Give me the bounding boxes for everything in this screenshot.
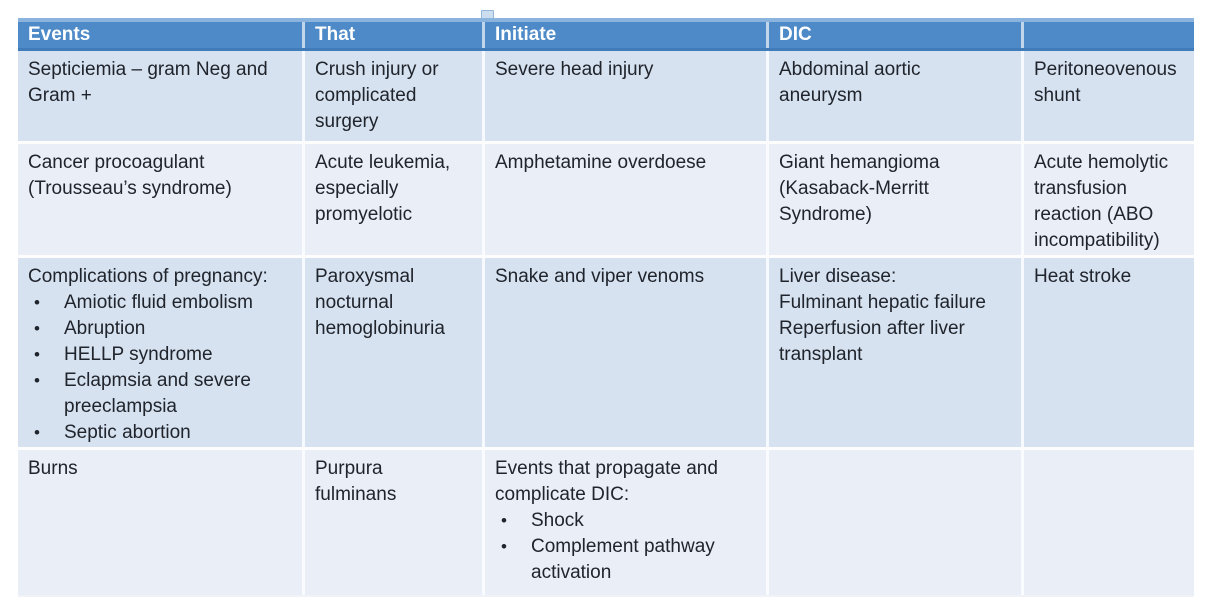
header-cell-events: Events — [18, 22, 305, 48]
cell-text: Reperfusion after liver transplant — [779, 318, 965, 365]
table-row — [18, 255, 1194, 447]
table-cell — [18, 450, 305, 595]
cell-text: (Kasaback-Merritt — [779, 178, 929, 199]
cell-text: fulminans — [315, 484, 397, 505]
cell-text: Severe head injury — [495, 59, 654, 80]
cell-text: transfusion — [1034, 178, 1127, 199]
cell-text: Liver disease: — [779, 266, 897, 287]
cell-text: surgery — [315, 111, 379, 132]
cell-text: Snake and viper venoms — [495, 266, 705, 287]
table-body — [18, 51, 1194, 597]
bullet-icon: • — [501, 511, 507, 530]
bullet-item — [28, 368, 292, 420]
table-header-row — [18, 18, 1194, 51]
bullet-icon: • — [501, 537, 507, 556]
table-cell — [485, 144, 769, 255]
cell-text: Cancer procoagulant — [28, 152, 205, 173]
cell-text: incompatibility) — [1034, 230, 1160, 251]
bullet-icon: • — [34, 319, 40, 338]
table-cell — [1024, 258, 1194, 447]
table-cell — [305, 450, 485, 595]
cell-text: Complications of pregnancy: — [28, 266, 268, 287]
bullet-icon: • — [34, 293, 40, 312]
bullet-item — [28, 342, 292, 368]
bullet-item — [28, 420, 292, 446]
cell-text: Peritoneovenous — [1034, 59, 1177, 80]
cell-text: Syndrome) — [779, 204, 872, 225]
table-cell — [18, 258, 305, 447]
cell-text: reaction (ABO — [1034, 204, 1154, 225]
bullet-text: Complement pathway activation — [531, 536, 715, 583]
table-cell — [1024, 51, 1194, 141]
table-cell — [305, 144, 485, 255]
table-cell — [769, 144, 1024, 255]
cell-text: Gram + — [28, 85, 92, 106]
bullet-item — [28, 316, 292, 342]
cell-text: Burns — [28, 458, 78, 479]
dic-events-table — [18, 18, 1194, 597]
header-cell-that: That — [305, 22, 485, 48]
bullet-icon: • — [34, 345, 40, 364]
bullet-text: Abruption — [64, 318, 146, 339]
table-row — [18, 141, 1194, 255]
table-cell — [18, 51, 305, 141]
cell-text: Heat stroke — [1034, 266, 1132, 287]
table-cell — [769, 51, 1024, 141]
bullet-text: Eclapmsia and severe preeclampsia — [64, 370, 251, 417]
header-cell-initiate: Initiate — [485, 22, 769, 48]
table-cell — [18, 144, 305, 255]
cell-text: promyelotic — [315, 204, 413, 225]
cell-text: (Trousseau’s syndrome) — [28, 178, 232, 199]
cell-text: Purpura — [315, 458, 383, 479]
cell-text: Septiciemia – gram Neg and — [28, 59, 268, 80]
cell-text: shunt — [1034, 85, 1081, 106]
table-cell — [485, 258, 769, 447]
cell-text: Giant hemangioma — [779, 152, 940, 173]
table-cell — [769, 450, 1024, 595]
cell-text: especially — [315, 178, 399, 199]
table-row — [18, 447, 1194, 595]
bullet-item — [495, 508, 756, 534]
bullet-text: HELLP syndrome — [64, 344, 213, 365]
cell-text: Acute hemolytic — [1034, 152, 1169, 173]
cell-text: Amphetamine overdoese — [495, 152, 707, 173]
cell-text: nocturnal — [315, 292, 394, 313]
cell-text: Crush injury or — [315, 59, 439, 80]
table-cell — [305, 51, 485, 141]
cell-text: Acute leukemia, — [315, 152, 451, 173]
table-cell — [305, 258, 485, 447]
cell-text: Fulminant hepatic failure — [779, 292, 986, 313]
bullet-text: Shock — [531, 510, 584, 531]
bullet-icon: • — [34, 371, 40, 390]
cell-text: complicate DIC: — [495, 484, 630, 505]
table-cell — [485, 51, 769, 141]
header-cell-blank — [1024, 22, 1194, 48]
table-row — [18, 51, 1194, 141]
bullet-item — [495, 534, 756, 586]
cell-text: Events that propagate and — [495, 458, 718, 479]
table-cell — [485, 450, 769, 595]
bullet-text: Amiotic fluid embolism — [64, 292, 253, 313]
table-cell — [1024, 144, 1194, 255]
cell-text: hemoglobinuria — [315, 318, 445, 339]
bullet-item — [28, 290, 292, 316]
cell-text: complicated — [315, 85, 417, 106]
bullet-text: Septic abortion — [64, 422, 191, 443]
bullet-icon: • — [34, 423, 40, 442]
cell-text: aneurysm — [779, 85, 863, 106]
table-cell — [1024, 450, 1194, 595]
table-cell — [769, 258, 1024, 447]
header-cell-dic: DIC — [769, 22, 1024, 48]
cell-text: Paroxysmal — [315, 266, 415, 287]
cell-text: Abdominal aortic — [779, 59, 921, 80]
